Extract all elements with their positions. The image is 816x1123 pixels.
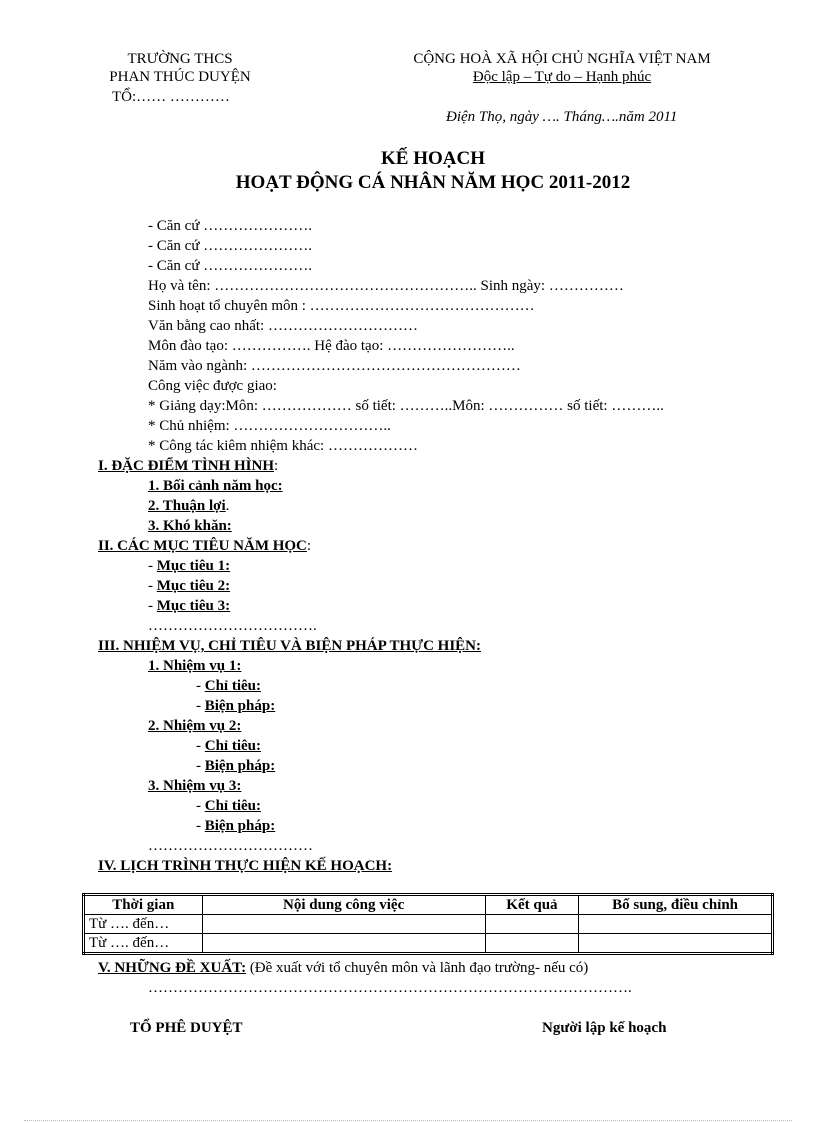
national-motto: Độc lập – Tự do – Hạnh phúc: [472, 69, 652, 85]
task-target: - Chỉ tiêu:: [196, 678, 261, 694]
section1-item: [148, 496, 229, 516]
info-line: Công việc được giao:: [148, 378, 277, 394]
info-line: - Căn cứ ………………….: [148, 238, 312, 254]
nation-title: CỘNG HOÀ XÃ HỘI CHỦ NGHĨA VIỆT NAM: [413, 51, 711, 67]
measure-label: Biện pháp:: [204, 818, 276, 834]
target-label: Chỉ tiêu:: [204, 738, 261, 754]
section1-heading: [98, 456, 278, 476]
task-heading: 3. Nhiệm vụ 3:: [148, 778, 242, 794]
school-name-line2: PHAN THÚC DUYỆN: [109, 69, 251, 85]
info-line: * Giảng dạy:Môn: ……………… số tiết: ………..Môn: …………… số tiết: ………..: [148, 398, 664, 414]
section1-item: 1. Bối cảnh năm học:: [148, 478, 283, 494]
table-cell-time: Từ …. đến…: [84, 915, 203, 934]
info-line: Môn đào tạo: ……………. Hệ đào tạo: ……………………..: [148, 338, 515, 354]
objective-label: Mục tiêu 2:: [156, 578, 231, 594]
measure-label: Biện pháp:: [204, 698, 276, 714]
objective-label: Mục tiêu 3:: [156, 598, 231, 614]
section5-heading: V. NHỮNG ĐỀ XUẤT:: [98, 960, 247, 976]
section1-item-suffix: .: [225, 498, 230, 514]
section2-title: II. CÁC MỤC TIÊU NĂM HỌC: [98, 538, 307, 554]
info-line: Văn bằng cao nhất: …………………………: [148, 318, 418, 334]
target-label: Chỉ tiêu:: [204, 678, 261, 694]
table-cell-content: [202, 915, 485, 934]
table-cell-adjustment: [579, 934, 773, 954]
section5-dots: …………………………………………………………………………………….: [148, 980, 632, 996]
info-line: Sinh hoạt tổ chuyên môn : ………………………………………: [148, 298, 535, 314]
section4-heading: IV. LỊCH TRÌNH THỰC HIỆN KẾ HOẠCH:: [98, 858, 393, 874]
section1-item-label: 2. Thuận lợi: [148, 498, 226, 514]
table-cell-content: [202, 934, 485, 954]
info-line: Họ và tên: …………………………………………….. Sinh ngày: ……………: [148, 278, 624, 294]
objective-label: Mục tiêu 1:: [156, 558, 231, 574]
group-name: TỔ:…… …………: [112, 89, 230, 105]
objective-item: - Mục tiêu 2:: [148, 578, 231, 594]
info-line: * Chủ nhiệm: …………………………..: [148, 418, 391, 434]
table-header-row: [84, 895, 773, 915]
measure-label: Biện pháp:: [204, 758, 276, 774]
task-heading: 1. Nhiệm vụ 1:: [148, 658, 242, 674]
task-target: - Chỉ tiêu:: [196, 798, 261, 814]
info-line: Năm vào ngành: ………………………………………………: [148, 358, 521, 374]
section5-line: [98, 958, 588, 978]
objective-item: - Mục tiêu 3:: [148, 598, 231, 614]
section2-suffix: :: [306, 538, 312, 554]
target-label: Chỉ tiêu:: [204, 798, 261, 814]
schedule-table: [82, 893, 774, 955]
section2-dots: …………………………….: [148, 618, 317, 634]
section1-title: I. ĐẶC ĐIỂM TÌNH HÌNH: [98, 458, 274, 474]
info-line: * Công tác kiêm nhiệm khác: ………………: [148, 438, 418, 454]
title-line1: KẾ HOẠCH: [381, 148, 485, 169]
task-measure: - Biện pháp:: [196, 818, 276, 834]
column-header-time: Thời gian: [84, 895, 203, 915]
signature-right: Người lập kế hoạch: [542, 1020, 667, 1036]
section5-note: (Đề xuất với tổ chuyên môn và lãnh đạo trường- nếu có): [249, 960, 589, 976]
column-header-adjustment: Bổ sung, điều chỉnh: [579, 895, 773, 915]
section3-dots: ……………………………: [148, 838, 313, 854]
table-cell-adjustment: [579, 915, 773, 934]
table-row: [84, 915, 773, 934]
title-line2: HOẠT ĐỘNG CÁ NHÂN NĂM HỌC 2011-2012: [235, 172, 631, 193]
info-line: - Căn cứ ………………….: [148, 258, 312, 274]
table-cell-result: [485, 915, 578, 934]
info-line: - Căn cứ ………………….: [148, 218, 312, 234]
signature-left: TỔ PHÊ DUYỆT: [130, 1020, 243, 1036]
table-row: [84, 934, 773, 954]
table-cell-time: Từ …. đến…: [84, 934, 203, 954]
column-header-content: Nội dung công việc: [202, 895, 485, 915]
task-heading: 2. Nhiệm vụ 2:: [148, 718, 242, 734]
table-cell-result: [485, 934, 578, 954]
page-bottom-rule: [24, 1120, 792, 1121]
objective-item: - Mục tiêu 1:: [148, 558, 231, 574]
task-measure: - Biện pháp:: [196, 758, 276, 774]
school-name-line1: TRƯỜNG THCS: [127, 51, 233, 67]
column-header-result: Kết quả: [485, 895, 578, 915]
task-measure: - Biện pháp:: [196, 698, 276, 714]
section2-heading: [98, 536, 311, 556]
section1-item: 3. Khó khăn:: [148, 518, 232, 534]
section1-suffix: :: [274, 458, 279, 474]
section3-heading: III. NHIỆM VỤ, CHỈ TIÊU VÀ BIỆN PHÁP THỰC HIỆN:: [98, 638, 481, 654]
info-list: [148, 216, 664, 456]
task-target: - Chỉ tiêu:: [196, 738, 261, 754]
place-date: Điện Thọ, ngày …. Tháng….năm 2011: [446, 109, 678, 125]
